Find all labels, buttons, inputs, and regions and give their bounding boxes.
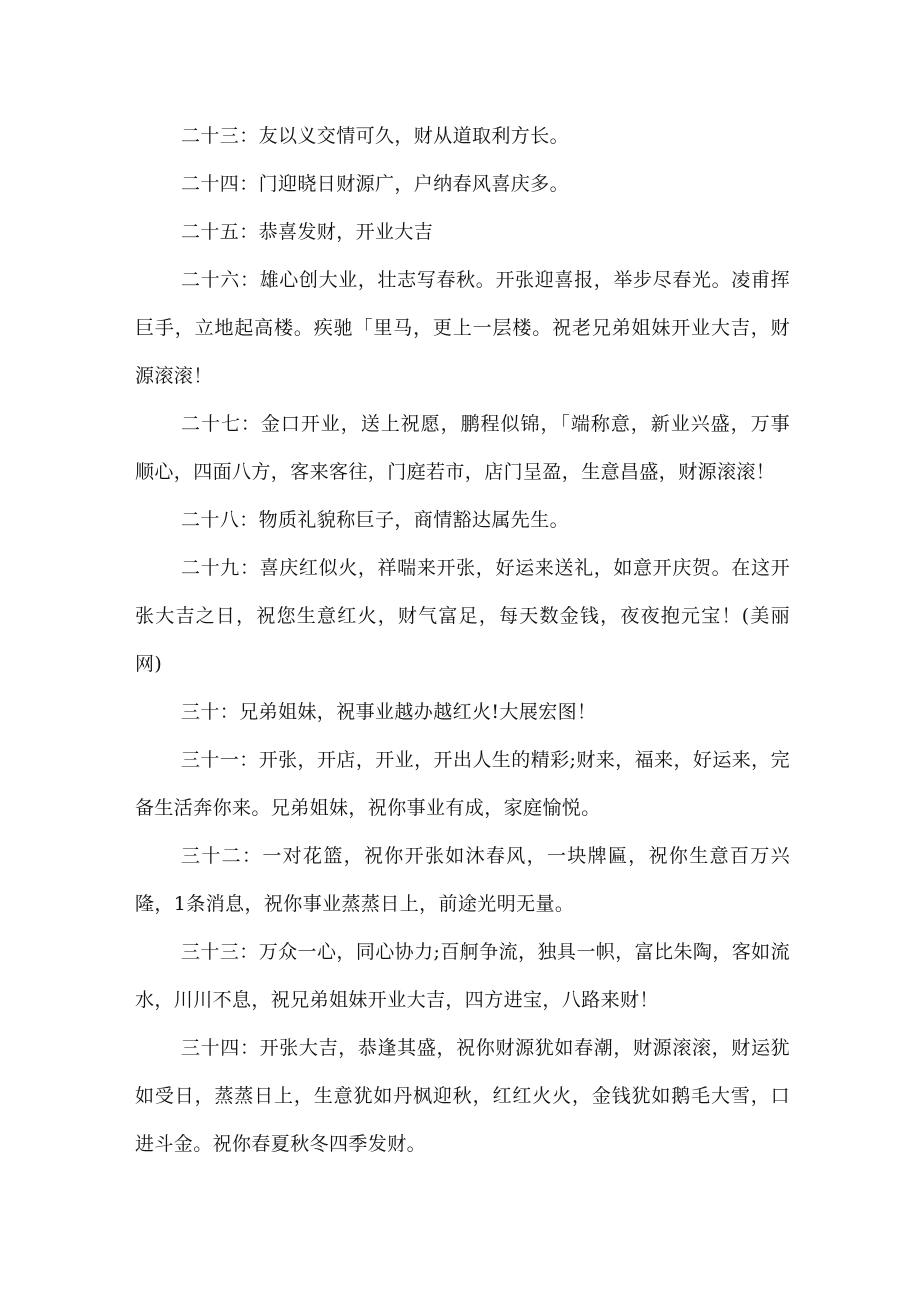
paragraph-30: 三十：兄弟姐妹，祝事业越办越红火!大展宏图！ [181,701,597,723]
paragraph-25: 二十五：恭喜发财，开业大吉 [181,221,434,243]
paragraph-29: 二十九：喜庆红似火，祥喘来开张，好运来送礼，如意开庆贺。在这开张大吉之日，祝您生意红火，财气富足，每天数金钱，夜夜抱元宝！(美丽网) [135,557,790,675]
paragraph-31: 三十一：开张，开店，开业，开出人生的精彩;财来，福来，好运来，完备生活奔你来。兄弟姐妹，祝你事业有成，家庭愉悦。 [135,749,790,819]
paragraph-32: 三十二：一对花篮，祝你开张如沐春风，一块牌匾，祝你生意百万兴隆，1条消息，祝你事业蒸蒸日上，前途光明无量。 [135,845,790,915]
paragraph-27: 二十七：金口开业，送上祝愿，鹏程似锦，「端称意，新业兴盛，万事顺心，四面八方，客来客往，门庭若市，店门呈盈，生意昌盛，财源滚滚！ [135,413,790,483]
paragraph-23: 二十三：友以义交情可久，财从道取利方长。 [181,125,570,147]
paragraph-33: 三十三：万众一心，同心协力;百舸争流，独具一帜，富比朱陶，客如流水，川川不息，祝兄弟姐妹开业大吉，四方进宝，八路来财！ [135,941,790,1011]
paragraph-28: 二十八：物质礼貌称巨子，商情豁达属先生。 [181,509,570,531]
paragraph-34: 三十四：开张大吉，恭逢其盛，祝你财源犹如春潮，财源滚滚，财运犹如受日，蒸蒸日上，生意犹如丹枫迎秋，红红火火，金钱犹如鹅毛大雪，口进斗金。祝你春夏秋冬四季发财。 [135,1037,790,1155]
paragraph-26: 二十六：雄心创大业，壮志写春秋。开张迎喜报，举步尽春光。凌甫挥巨手，立地起高楼。疾驰「里马，更上一层楼。祝老兄弟姐妹开业大吉，财源滚滚！ [135,269,790,387]
paragraph-24: 二十四：门迎晓日财源广，户纳春风喜庆多。 [181,173,570,195]
document-body [135,112,790,1168]
